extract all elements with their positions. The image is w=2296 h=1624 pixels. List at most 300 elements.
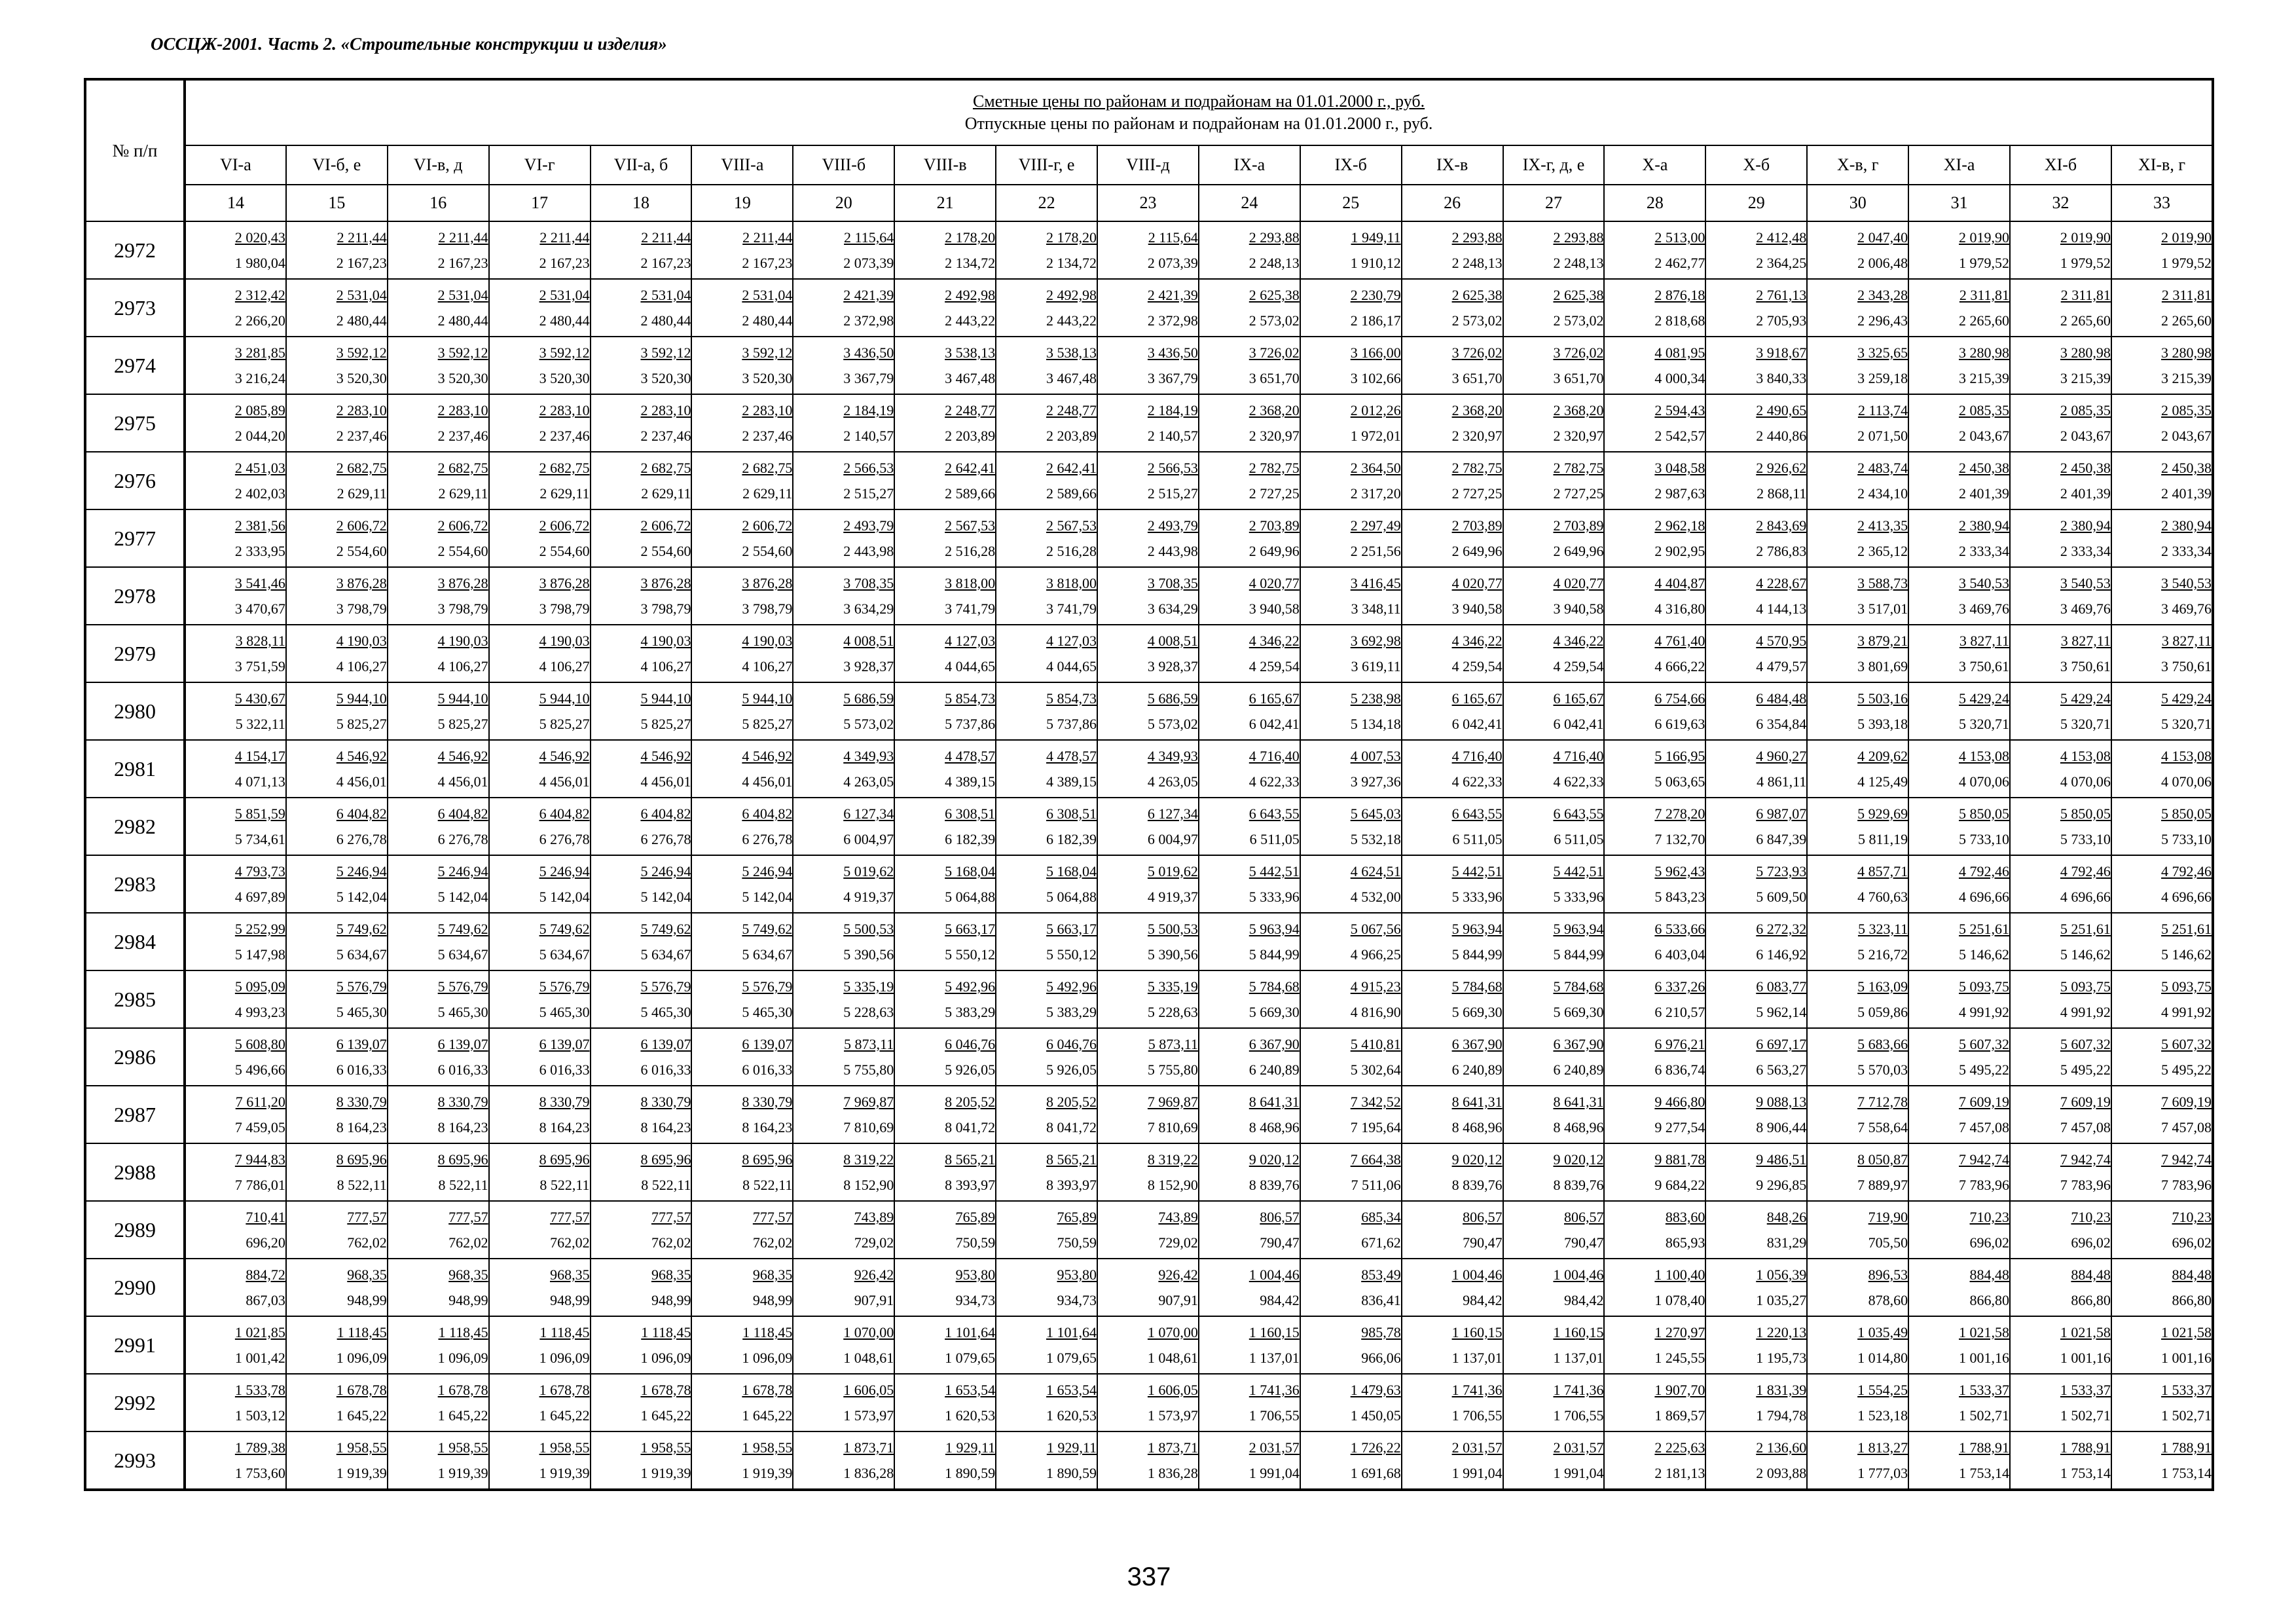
price-cell — [691, 1086, 793, 1143]
table-row — [85, 509, 2213, 567]
price-cell — [489, 1374, 591, 1431]
release-price: 5 134,18 — [1350, 716, 1401, 732]
estimate-price: 2 211,44 — [641, 229, 691, 246]
price-cell — [1199, 1028, 1300, 1086]
release-price: 1 836,28 — [843, 1465, 894, 1481]
price-cell — [996, 625, 1097, 682]
release-price: 1 919,39 — [640, 1465, 691, 1481]
price-cell — [691, 221, 793, 279]
price-cell — [691, 970, 793, 1028]
estimate-price: 4 020,77 — [1451, 575, 1503, 591]
release-price: 1 706,55 — [1248, 1407, 1300, 1424]
estimate-price: 2 566,53 — [843, 460, 894, 476]
release-price: 5 465,30 — [640, 1004, 691, 1020]
release-price: 8 839,76 — [1553, 1177, 1604, 1193]
release-price: 2 006,48 — [1857, 255, 1908, 271]
release-price: 6 240,89 — [1451, 1061, 1503, 1078]
district-column-header: VIII-г, е — [996, 145, 1097, 185]
price-cell — [894, 740, 996, 798]
estimate-price: 3 818,00 — [1046, 575, 1097, 591]
price-cell — [1503, 1374, 1605, 1431]
price-cell — [2010, 625, 2111, 682]
estimate-price: 765,89 — [955, 1209, 996, 1225]
price-cell — [1402, 1316, 1503, 1374]
price-cell — [1705, 509, 1807, 567]
price-cell — [489, 855, 591, 913]
price-cell — [1807, 567, 1908, 625]
release-price: 6 276,78 — [336, 831, 387, 847]
release-price: 1 753,14 — [1959, 1465, 2010, 1481]
table-title-header — [185, 79, 2213, 145]
column-number: 25 — [1300, 185, 1402, 221]
release-price: 4 259,54 — [1451, 658, 1503, 674]
district-column-header: VI-б, е — [286, 145, 388, 185]
price-cell — [1300, 279, 1402, 337]
estimate-price: 3 592,12 — [336, 344, 387, 361]
price-cell — [691, 913, 793, 970]
price-cell — [1503, 740, 1605, 798]
estimate-price: 2 031,57 — [1248, 1439, 1300, 1456]
estimate-price: 6 404,82 — [742, 805, 793, 822]
price-cell — [996, 394, 1097, 452]
estimate-price: 9 881,78 — [1654, 1151, 1705, 1168]
price-cell — [489, 798, 591, 855]
estimate-price: 848,26 — [1766, 1209, 1807, 1225]
estimate-price: 5 963,94 — [1248, 921, 1300, 937]
release-price: 5 059,86 — [1857, 1004, 1908, 1020]
release-price: 6 016,33 — [539, 1061, 590, 1078]
price-cell — [185, 567, 286, 625]
price-cell — [996, 1431, 1097, 1490]
estimate-price: 2 012,26 — [1350, 402, 1401, 418]
price-cell — [1402, 855, 1503, 913]
estimate-price: 5 576,79 — [640, 978, 691, 995]
price-cell — [1097, 221, 1199, 279]
release-price: 3 348,11 — [1351, 600, 1401, 617]
estimate-price: 4 008,51 — [1147, 633, 1198, 649]
estimate-price: 8 330,79 — [539, 1094, 590, 1110]
estimate-price: 4 020,77 — [1248, 575, 1300, 591]
estimate-price: 2 412,48 — [1756, 229, 1807, 246]
estimate-price: 2 513,00 — [1654, 229, 1705, 246]
district-column-header: XI-а — [1908, 145, 2010, 185]
release-price: 5 146,62 — [2161, 946, 2212, 963]
price-cell — [286, 1374, 388, 1431]
price-cell — [894, 798, 996, 855]
estimate-price: 3 876,28 — [640, 575, 691, 591]
price-cell — [1604, 740, 1705, 798]
price-cell — [185, 1316, 286, 1374]
estimate-price: 1 958,55 — [539, 1439, 590, 1456]
price-cell — [388, 1086, 489, 1143]
estimate-price: 6 643,55 — [1451, 805, 1503, 822]
table-row — [85, 625, 2213, 682]
price-cell — [286, 221, 388, 279]
estimate-price: 4 915,23 — [1350, 978, 1401, 995]
release-price: 7 783,96 — [2161, 1177, 2212, 1193]
district-column-header: IX-а — [1199, 145, 1300, 185]
release-price: 7 810,69 — [843, 1119, 894, 1135]
estimate-price: 2 782,75 — [1451, 460, 1503, 476]
estimate-price: 6 046,76 — [945, 1036, 996, 1052]
price-cell — [1705, 913, 1807, 970]
release-price: 948,99 — [550, 1292, 590, 1308]
release-price: 3 469,76 — [1959, 600, 2010, 617]
estimate-price: 2 606,72 — [742, 517, 793, 534]
release-price: 8 152,90 — [843, 1177, 894, 1193]
price-cell — [1705, 1259, 1807, 1316]
release-price: 6 511,05 — [1249, 831, 1300, 847]
price-cell — [2010, 970, 2111, 1028]
price-cell — [1097, 337, 1199, 394]
estimate-price: 4 349,93 — [1147, 748, 1198, 764]
release-price: 3 928,37 — [843, 658, 894, 674]
price-cell — [2111, 452, 2213, 509]
estimate-price: 9 020,12 — [1553, 1151, 1604, 1168]
release-price: 3 634,29 — [843, 600, 894, 617]
price-cell — [1199, 855, 1300, 913]
estimate-price: 6 139,07 — [640, 1036, 691, 1052]
estimate-price: 2 047,40 — [1857, 229, 1908, 246]
estimate-price: 2 567,53 — [945, 517, 996, 534]
price-cell — [2111, 394, 2213, 452]
release-price: 2 372,98 — [1147, 312, 1198, 329]
release-price: 4 316,80 — [1654, 600, 1705, 617]
estimate-price: 8 641,31 — [1451, 1094, 1503, 1110]
price-cell — [793, 913, 894, 970]
price-cell — [2111, 970, 2213, 1028]
estimate-price: 5 246,94 — [336, 863, 387, 879]
price-cell — [286, 1201, 388, 1259]
release-price: 3 940,58 — [1248, 600, 1300, 617]
estimate-price: 4 127,03 — [1046, 633, 1097, 649]
column-number: 23 — [1097, 185, 1199, 221]
estimate-price: 4 546,92 — [336, 748, 387, 764]
price-cell — [1199, 1431, 1300, 1490]
release-price: 5 755,80 — [843, 1061, 894, 1078]
release-price: 3 520,30 — [539, 370, 590, 386]
release-price: 762,02 — [550, 1234, 590, 1251]
column-number: 29 — [1705, 185, 1807, 221]
estimate-price: 1 726,22 — [1350, 1439, 1401, 1456]
estimate-price: 3 280,98 — [1959, 344, 2010, 361]
estimate-price: 2 031,57 — [1553, 1439, 1604, 1456]
estimate-price: 4 404,87 — [1654, 575, 1705, 591]
estimate-price: 743,89 — [854, 1209, 894, 1225]
price-cell — [1604, 1316, 1705, 1374]
estimate-price: 5 944,10 — [539, 690, 590, 707]
release-price: 2 320,97 — [1248, 428, 1300, 444]
price-cell — [185, 682, 286, 740]
release-price: 2 480,44 — [539, 312, 590, 329]
estimate-price: 6 404,82 — [640, 805, 691, 822]
table-row — [85, 682, 2213, 740]
release-price: 5 634,67 — [640, 946, 691, 963]
release-price: 4 456,01 — [742, 773, 793, 790]
estimate-price: 5 335,19 — [1147, 978, 1198, 995]
estimate-price: 2 490,65 — [1756, 402, 1807, 418]
price-cell — [1503, 279, 1605, 337]
release-price: 2 868,11 — [1757, 485, 1807, 502]
price-cell — [185, 970, 286, 1028]
estimate-price: 5 963,94 — [1451, 921, 1503, 937]
release-price: 4 125,49 — [1857, 773, 1908, 790]
release-price: 6 276,78 — [742, 831, 793, 847]
price-cell — [1604, 394, 1705, 452]
price-cell — [286, 279, 388, 337]
estimate-price: 5 323,11 — [1857, 921, 1908, 937]
price-cell — [1097, 394, 1199, 452]
release-price: 8 393,97 — [945, 1177, 996, 1193]
release-price: 5 669,30 — [1451, 1004, 1503, 1020]
estimate-price: 5 850,05 — [1959, 805, 2010, 822]
release-price: 2 480,44 — [742, 312, 793, 329]
estimate-price: 1 554,25 — [1857, 1382, 1908, 1398]
price-table — [84, 78, 2214, 1491]
price-cell — [1402, 1143, 1503, 1201]
price-cell — [1097, 913, 1199, 970]
release-price: 6 847,39 — [1756, 831, 1807, 847]
estimate-price: 5 944,10 — [437, 690, 488, 707]
release-price: 1 137,01 — [1451, 1350, 1503, 1366]
price-cell — [286, 970, 388, 1028]
estimate-price: 4 209,62 — [1857, 748, 1908, 764]
price-cell — [489, 1259, 591, 1316]
release-price: 3 798,79 — [640, 600, 691, 617]
price-cell — [2010, 1028, 2111, 1086]
release-price: 1 777,03 — [1857, 1465, 1908, 1481]
district-column-header: VII-а, б — [591, 145, 692, 185]
price-cell — [691, 1201, 793, 1259]
estimate-price: 2 115,64 — [1148, 229, 1198, 246]
estimate-price: 4 792,46 — [2060, 863, 2111, 879]
estimate-price: 1 070,00 — [843, 1324, 894, 1340]
price-cell — [1402, 279, 1503, 337]
estimate-price: 2 178,20 — [945, 229, 996, 246]
release-price: 2 727,25 — [1451, 485, 1503, 502]
row-number: 2984 — [85, 913, 185, 970]
estimate-price: 1 741,36 — [1248, 1382, 1300, 1398]
release-price: 671,62 — [1361, 1234, 1401, 1251]
district-column-header: VIII-б — [793, 145, 894, 185]
release-price: 2 480,44 — [640, 312, 691, 329]
row-number: 2980 — [85, 682, 185, 740]
price-cell — [1300, 682, 1402, 740]
price-cell — [1908, 1143, 2010, 1201]
release-price: 1 014,80 — [1857, 1350, 1908, 1366]
estimate-price: 4 346,22 — [1451, 633, 1503, 649]
price-cell — [1402, 625, 1503, 682]
release-price: 8 522,11 — [539, 1177, 590, 1193]
release-price: 2 237,46 — [640, 428, 691, 444]
estimate-price: 5 749,62 — [640, 921, 691, 937]
release-price: 3 940,58 — [1451, 600, 1503, 617]
release-price: 3 798,79 — [437, 600, 488, 617]
release-price: 1 502,71 — [2060, 1407, 2111, 1424]
estimate-price: 2 531,04 — [539, 287, 590, 303]
price-cell — [1908, 1201, 2010, 1259]
release-price: 1 079,65 — [1046, 1350, 1097, 1366]
price-cell — [1300, 567, 1402, 625]
estimate-price: 7 342,52 — [1350, 1094, 1401, 1110]
row-number: 2973 — [85, 279, 185, 337]
release-price: 6 511,05 — [1452, 831, 1503, 847]
release-price: 1 991,04 — [1451, 1465, 1503, 1481]
row-number: 2977 — [85, 509, 185, 567]
table-row — [85, 855, 2213, 913]
release-price: 8 393,97 — [1046, 1177, 1097, 1193]
estimate-price: 3 540,53 — [1959, 575, 2010, 591]
estimate-price: 3 879,21 — [1857, 633, 1908, 649]
price-cell — [2010, 913, 2111, 970]
estimate-price: 3 692,98 — [1350, 633, 1401, 649]
row-number: 2992 — [85, 1374, 185, 1431]
table-row — [85, 337, 2213, 394]
release-price: 866,80 — [1969, 1292, 2010, 1308]
estimate-price: 777,57 — [550, 1209, 590, 1225]
price-cell — [691, 1259, 793, 1316]
estimate-price: 2 843,69 — [1756, 517, 1807, 534]
district-column-header: VIII-д — [1097, 145, 1199, 185]
row-number: 2978 — [85, 567, 185, 625]
price-cell — [2010, 567, 2111, 625]
release-price: 8 522,11 — [742, 1177, 793, 1193]
estimate-price: 1 101,64 — [1046, 1324, 1097, 1340]
price-cell — [185, 221, 286, 279]
estimate-price: 6 139,07 — [437, 1036, 488, 1052]
release-price: 2 167,23 — [539, 255, 590, 271]
release-price: 4 993,23 — [234, 1004, 285, 1020]
release-price: 5 634,67 — [539, 946, 590, 963]
estimate-price: 4 346,22 — [1553, 633, 1604, 649]
price-cell — [1705, 337, 1807, 394]
price-cell — [388, 1374, 489, 1431]
price-cell — [1503, 1201, 1605, 1259]
price-cell — [1402, 682, 1503, 740]
estimate-price: 2 311,81 — [1959, 287, 2010, 303]
estimate-price: 926,42 — [854, 1266, 894, 1283]
price-cell — [1503, 798, 1605, 855]
estimate-price: 2 531,04 — [336, 287, 387, 303]
price-cell — [1097, 970, 1199, 1028]
release-price: 1 502,71 — [2161, 1407, 2212, 1424]
release-price: 5 532,18 — [1350, 831, 1401, 847]
price-cell — [185, 452, 286, 509]
estimate-price: 1 533,37 — [2060, 1382, 2111, 1398]
release-price: 2 140,57 — [1147, 428, 1198, 444]
estimate-price: 6 127,34 — [1147, 805, 1198, 822]
release-price: 1 620,53 — [1046, 1407, 1097, 1424]
release-price: 4 044,65 — [945, 658, 996, 674]
price-cell — [489, 221, 591, 279]
price-cell — [1908, 1374, 2010, 1431]
release-price: 5 843,23 — [1654, 889, 1705, 905]
release-price: 6 004,97 — [1147, 831, 1198, 847]
estimate-price: 2 421,39 — [843, 287, 894, 303]
estimate-price: 1 929,11 — [1046, 1439, 1097, 1456]
estimate-price: 8 695,96 — [437, 1151, 488, 1168]
estimate-price: 1 741,36 — [1451, 1382, 1503, 1398]
price-cell — [1807, 913, 1908, 970]
release-price: 1 645,22 — [640, 1407, 691, 1424]
estimate-price: 2 876,18 — [1654, 287, 1705, 303]
price-cell — [388, 740, 489, 798]
estimate-price: 7 942,74 — [1959, 1151, 2010, 1168]
release-price: 5 634,67 — [742, 946, 793, 963]
estimate-price: 6 484,48 — [1756, 690, 1807, 707]
price-cell — [793, 1374, 894, 1431]
price-cell — [1402, 798, 1503, 855]
release-price: 8 839,76 — [1248, 1177, 1300, 1193]
estimate-price: 2 531,04 — [742, 287, 793, 303]
estimate-price: 5 335,19 — [843, 978, 894, 995]
estimate-price: 4 478,57 — [1046, 748, 1097, 764]
release-price: 5 844,99 — [1553, 946, 1604, 963]
price-cell — [1807, 740, 1908, 798]
price-cell — [996, 221, 1097, 279]
release-price: 2 649,96 — [1248, 543, 1300, 559]
release-price: 4 456,01 — [336, 773, 387, 790]
estimate-price: 2 566,53 — [1147, 460, 1198, 476]
estimate-price: 3 708,35 — [843, 575, 894, 591]
price-cell — [1097, 1028, 1199, 1086]
estimate-price: 2 413,35 — [1857, 517, 1908, 534]
estimate-price: 2 962,18 — [1654, 517, 1705, 534]
price-cell — [1503, 1259, 1605, 1316]
estimate-price: 5 873,11 — [1148, 1036, 1198, 1052]
estimate-price: 7 942,74 — [2060, 1151, 2111, 1168]
release-price: 7 195,64 — [1350, 1119, 1401, 1135]
price-cell — [1908, 1431, 2010, 1490]
estimate-price: 1 118,45 — [641, 1324, 691, 1340]
release-price: 7 132,70 — [1654, 831, 1705, 847]
price-cell — [1604, 970, 1705, 1028]
estimate-price: 8 565,21 — [945, 1151, 996, 1168]
estimate-price: 1 678,78 — [539, 1382, 590, 1398]
price-cell — [1199, 279, 1300, 337]
estimate-price: 5 686,59 — [1147, 690, 1198, 707]
estimate-price: 3 876,28 — [336, 575, 387, 591]
price-cell — [1503, 221, 1605, 279]
price-cell — [1908, 1086, 2010, 1143]
district-column-header: IX-б — [1300, 145, 1402, 185]
release-price: 2 727,25 — [1553, 485, 1604, 502]
price-cell — [1604, 855, 1705, 913]
estimate-price: 7 969,87 — [843, 1094, 894, 1110]
release-price: 2 167,23 — [742, 255, 793, 271]
estimate-price: 5 500,53 — [1147, 921, 1198, 937]
release-price: 3 619,11 — [1351, 658, 1401, 674]
release-price: 5 383,29 — [1046, 1004, 1097, 1020]
estimate-price: 2 293,88 — [1553, 229, 1604, 246]
release-price: 4 696,66 — [2161, 889, 2212, 905]
price-cell — [1300, 1431, 1402, 1490]
estimate-price: 8 695,96 — [336, 1151, 387, 1168]
estimate-price: 2 682,75 — [640, 460, 691, 476]
district-column-header: X-а — [1604, 145, 1705, 185]
release-price: 3 798,79 — [539, 600, 590, 617]
estimate-price: 5 168,04 — [945, 863, 996, 879]
district-column-header: X-б — [1705, 145, 1807, 185]
release-price: 5 733,10 — [1959, 831, 2010, 847]
estimate-price: 1 788,91 — [1959, 1439, 2010, 1456]
estimate-price: 710,41 — [246, 1209, 285, 1225]
price-cell — [1300, 913, 1402, 970]
price-cell — [793, 1086, 894, 1143]
table-row — [85, 452, 2213, 509]
table-row — [85, 394, 2213, 452]
price-cell — [1300, 740, 1402, 798]
